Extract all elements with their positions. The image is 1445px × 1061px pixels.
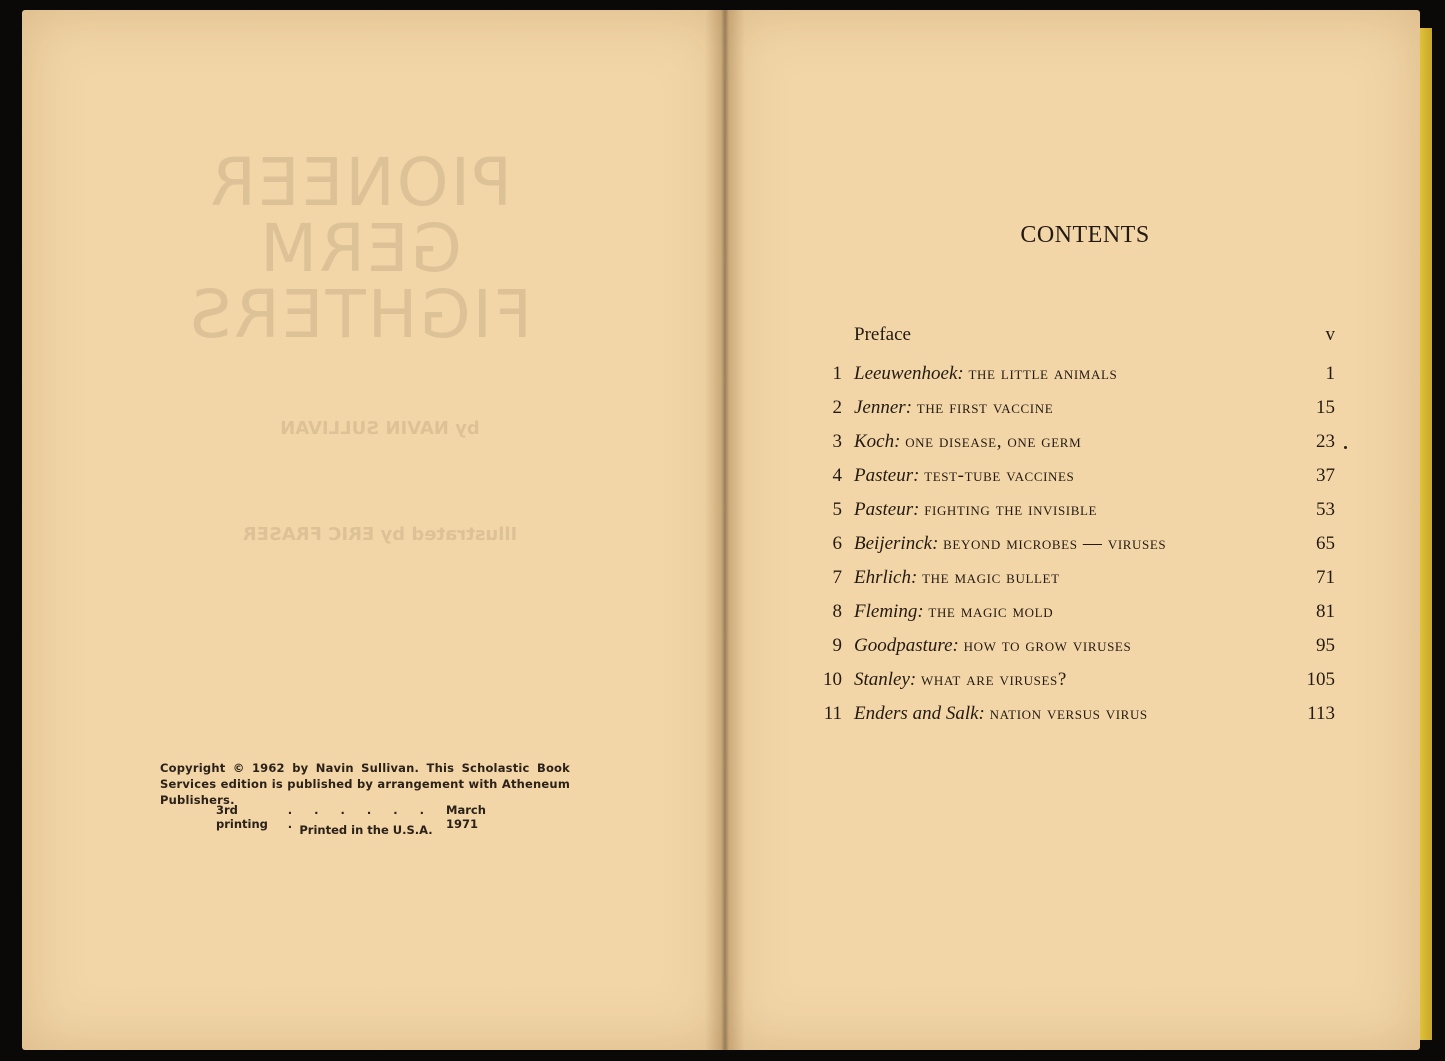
toc-chapter-number: 2 xyxy=(832,397,842,418)
toc-entry xyxy=(810,635,1335,663)
toc-page-number: 65 xyxy=(1316,533,1335,554)
toc-entry xyxy=(810,669,1335,697)
toc-entry xyxy=(810,397,1335,425)
page-edge xyxy=(1420,28,1432,1040)
book-gutter xyxy=(705,10,745,1050)
toc-chapter-name: Ehrlich: xyxy=(854,567,918,588)
toc-chapter-subtitle: nation versus virus xyxy=(989,703,1148,724)
toc-page-number: 95 xyxy=(1316,635,1335,656)
toc-chapter-subtitle: fighting the invisible xyxy=(924,499,1098,520)
toc-chapter-title xyxy=(854,533,1166,555)
toc-page-number: 23 xyxy=(1316,431,1335,452)
bleed-title-line: GERM FIGHTERS xyxy=(188,210,532,353)
toc-chapter-subtitle: the little animals xyxy=(968,363,1118,384)
toc-page-number: 37 xyxy=(1316,465,1335,486)
toc-entry xyxy=(810,567,1335,595)
printing-dots: . . . . . . . xyxy=(287,803,433,831)
printing-label: 3rd printing xyxy=(216,803,268,831)
toc-chapter-name: Pasteur: xyxy=(854,465,920,486)
toc-entry xyxy=(810,499,1335,527)
copyright-notice: Copyright © 1962 by Navin Sullivan. This Scholastic Book Services edition is published by arrangement with Atheneum Publishers. xyxy=(160,761,570,807)
toc-chapter-name: Enders and Salk: xyxy=(854,703,985,724)
toc-entry xyxy=(810,465,1335,493)
toc-chapter-number: 4 xyxy=(832,465,842,486)
toc-chapter-subtitle: the magic mold xyxy=(928,601,1054,622)
toc-chapter-title xyxy=(854,431,1081,453)
toc-page-number: 15 xyxy=(1316,397,1335,418)
toc-chapter-subtitle: the first vaccine xyxy=(916,397,1054,418)
toc-chapter-number: 10 xyxy=(823,669,842,690)
toc-chapter-name: Jenner: xyxy=(854,397,913,418)
bleed-title-line: PIONEER xyxy=(208,144,512,221)
bleed-through-author: by NAVIN SULLIVAN xyxy=(280,418,480,439)
toc-chapter-name: Leeuwenhoek: xyxy=(854,363,964,384)
toc-chapter-title xyxy=(854,703,1148,725)
toc-chapter-title xyxy=(854,567,1060,589)
toc-chapter-name: Beijerinck: xyxy=(854,533,939,554)
bleed-through-illustrator: Illustrated by ERIC FRASER xyxy=(242,524,518,545)
toc-page-number: v xyxy=(1325,324,1335,345)
toc-chapter-subtitle: beyond microbes — viruses xyxy=(943,533,1167,554)
toc-entry xyxy=(810,363,1335,391)
toc-chapter-name: Pasteur: xyxy=(854,499,920,520)
toc-chapter-subtitle: how to grow viruses xyxy=(963,635,1132,656)
printing-date: March 1971 xyxy=(446,803,486,831)
toc-chapter-title xyxy=(854,669,1067,691)
printed-in: Printed in the U.S.A. xyxy=(299,823,433,837)
bleed-through-title xyxy=(130,144,590,353)
toc-entry xyxy=(810,431,1335,459)
toc-entry xyxy=(810,324,1335,352)
toc-chapter-title xyxy=(854,363,1117,385)
toc-chapter-number: 6 xyxy=(832,533,842,554)
toc-chapter-subtitle: what are viruses? xyxy=(921,669,1067,690)
toc-chapter-title xyxy=(854,635,1131,657)
toc-page-number: 53 xyxy=(1316,499,1335,520)
toc-chapter-number: 9 xyxy=(832,635,842,656)
toc-chapter-name: Stanley: xyxy=(854,669,917,690)
toc-page-number: 113 xyxy=(1307,703,1335,724)
toc-page-number: 105 xyxy=(1306,669,1335,690)
toc-chapter-number: 3 xyxy=(832,431,842,452)
toc-chapter-title xyxy=(854,601,1053,623)
toc-chapter-name: Goodpasture: xyxy=(854,635,959,656)
toc-page-number: 1 xyxy=(1325,363,1335,384)
contents-title: CONTENTS xyxy=(1020,222,1150,248)
toc-chapter-number: 8 xyxy=(832,601,842,622)
toc-chapter-subtitle: test-tube vaccines xyxy=(924,465,1075,486)
toc-page-number: 71 xyxy=(1316,567,1335,588)
toc-chapter-subtitle: one disease, one germ xyxy=(905,431,1082,452)
toc-chapter-name: Fleming: xyxy=(854,601,924,622)
toc-chapter-title xyxy=(854,324,911,346)
toc-chapter-number: 1 xyxy=(832,363,842,384)
toc-chapter-number: 7 xyxy=(832,567,842,588)
toc-chapter-number: 11 xyxy=(823,703,842,724)
toc-entry xyxy=(810,601,1335,629)
right-page xyxy=(726,10,1420,1050)
toc-chapter-name: Preface xyxy=(854,324,911,345)
toc-chapter-subtitle: the magic bullet xyxy=(922,567,1060,588)
toc-chapter-name: Koch: xyxy=(854,431,901,452)
toc-entry xyxy=(810,703,1335,731)
toc-page-number: 81 xyxy=(1316,601,1335,622)
toc-entry xyxy=(810,533,1335,561)
stray-mark xyxy=(1344,446,1347,449)
toc-chapter-title xyxy=(854,397,1053,419)
toc-chapter-title xyxy=(854,499,1097,521)
toc-chapter-title xyxy=(854,465,1074,487)
toc-chapter-number: 5 xyxy=(832,499,842,520)
